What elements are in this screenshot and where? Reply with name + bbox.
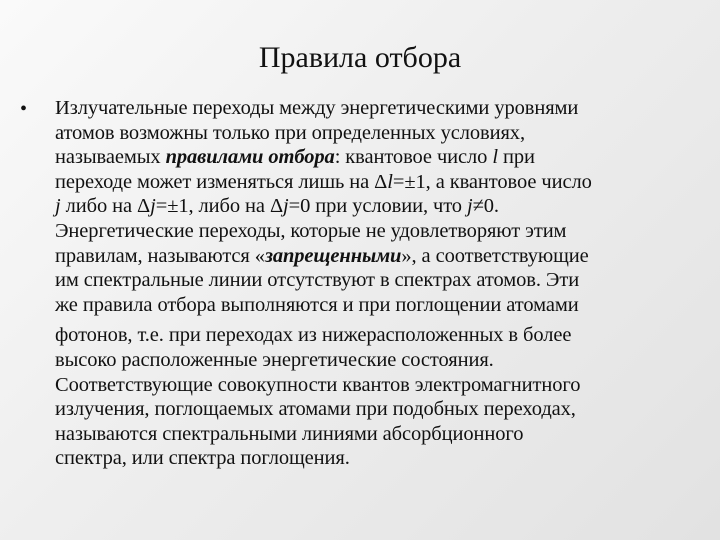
text-segment: Соответствующие совокупности квантов электромагнитного: [55, 373, 581, 396]
text-segment: =±1, а квантовое число: [392, 170, 592, 193]
bullet-item: [20, 96, 700, 471]
text-segment: называются спектральными линиями абсорбционного: [55, 422, 524, 445]
text-segment: Энергетические переходы, которые не удовлетворяют этим: [55, 219, 567, 242]
text-segment: : квантовое число: [334, 146, 493, 169]
paragraph-line: [55, 170, 695, 195]
text-segment: ≠0.: [472, 195, 499, 218]
paragraph-line: [55, 145, 695, 170]
italic-symbol: j: [466, 195, 473, 218]
paragraph-line: [55, 373, 695, 398]
paragraph-line: [55, 268, 695, 293]
bullet-paragraph: [55, 96, 695, 471]
text-segment: », а соответствующие: [401, 244, 589, 267]
text-segment: =0 при условии, что: [288, 195, 467, 218]
emphasized-term: правилами отбора: [165, 146, 335, 169]
paragraph-line: [55, 323, 695, 348]
paragraph-line: [55, 348, 695, 373]
emphasized-term: запрещенными: [264, 244, 402, 267]
italic-symbol: l: [387, 170, 393, 193]
text-segment: им спектральные линии отсутствуют в спектрах атомов. Эти: [55, 269, 580, 292]
paragraph-line: [55, 446, 695, 471]
bullet-marker: •: [20, 98, 28, 120]
paragraph-line: [55, 244, 695, 269]
paragraph-line: [55, 219, 695, 244]
text-segment: при: [497, 146, 535, 169]
text-segment: =±1, либо на Δ: [155, 195, 284, 218]
text-segment: же правила отбора выполняются и при поглощении атомами: [55, 293, 579, 316]
text-segment: излучения, поглощаемых атомами при подобных переходах,: [55, 398, 576, 421]
text-segment: фотонов, т.е. при переходах из нижерасположенных в более: [55, 324, 572, 347]
italic-symbol: j: [150, 195, 156, 218]
slide-title: Правила отбора: [258, 41, 462, 74]
italic-symbol: j: [283, 195, 289, 218]
text-segment: атомов возможны только при определенных условиях,: [55, 121, 525, 144]
text-segment: высоко расположенные энергетические состояния.: [55, 348, 494, 371]
text-segment: правилам, называются «: [55, 244, 265, 267]
text-segment: либо на Δ: [60, 195, 151, 218]
text-segment: Излучательные переходы между энергетическими уровнями: [55, 97, 579, 119]
paragraph-line: [55, 422, 695, 447]
text-segment: называемых: [55, 146, 166, 169]
paragraph-line: [55, 293, 695, 318]
paragraph-line: [55, 194, 695, 219]
paragraph-line: [55, 121, 695, 146]
paragraph-line: [55, 397, 695, 422]
text-segment: переходе может изменяться лишь на Δ: [55, 170, 388, 193]
italic-symbol: j: [55, 195, 61, 218]
paragraph-line: [55, 96, 695, 121]
text-segment: спектра, или спектра поглощения.: [55, 447, 350, 470]
italic-symbol: l: [492, 146, 498, 169]
